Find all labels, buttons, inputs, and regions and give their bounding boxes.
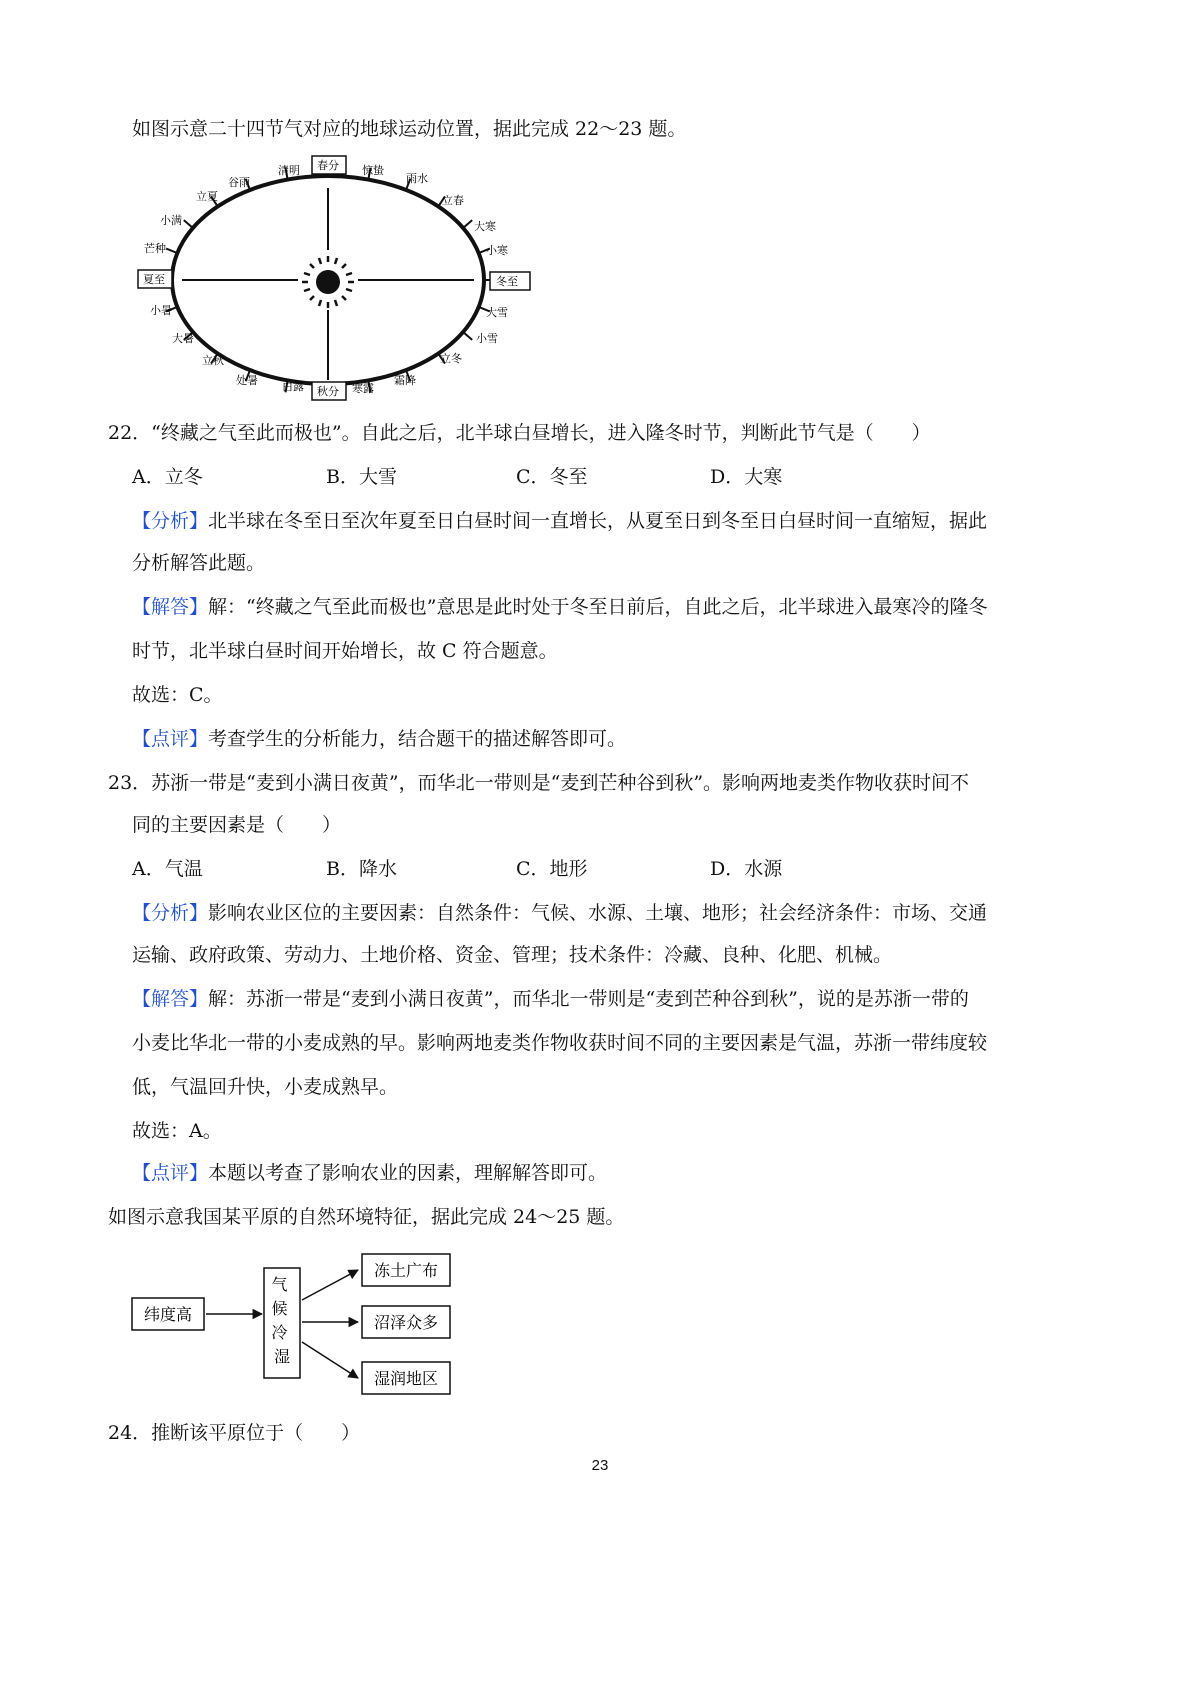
climate-box-label: 气 候 冷 湿 — [271, 1275, 291, 1366]
answer-tag: 【解答】 — [132, 988, 209, 1010]
q23-answer — [132, 986, 969, 1012]
term-label: 谷雨 — [228, 176, 250, 189]
orbit-tick — [463, 220, 472, 228]
intro-text-1: 如图示意二十四节气对应的地球运动位置，据此完成 22～23 题。 — [132, 118, 687, 140]
comment-text: 本题以考查了影响农业的因素，理解解答即可。 — [208, 1162, 608, 1184]
orbit-tick — [184, 220, 193, 228]
swamps-box-label: 沼泽众多 — [373, 1313, 439, 1332]
q24-stem: 24．推断该平原位于（ ） — [108, 1422, 361, 1444]
answer-text: 解：苏浙一带是“麦到小满日夜黄”，而华北一带则是“麦到芒种谷到秋”，说的是苏浙一带的 — [208, 988, 969, 1010]
q22-answer — [132, 594, 987, 620]
term-label: 处暑 — [236, 374, 258, 387]
term-label: 雨水 — [406, 172, 428, 185]
q23-stem: 23．苏浙一带是“麦到小满日夜黄”，而华北一带则是“麦到芒种谷到秋”。影响两地麦类作物收获时间不 — [108, 772, 970, 794]
term-label: 芒种 — [144, 242, 166, 255]
term-label: 霜降 — [394, 374, 416, 387]
q23-comment — [132, 1160, 607, 1186]
analysis-text: 北半球在冬至日至次年夏至日白昼时间一直增长，从夏至日到冬至日白昼时间一直缩短，据此 — [208, 510, 988, 532]
term-label: 立秋 — [202, 354, 224, 367]
solar-terms-orbit-diagram — [130, 152, 570, 402]
latitude-high-box-label: 纬度高 — [143, 1305, 193, 1324]
q22-option-b: B．大雪 — [326, 466, 397, 488]
term-label-boxed: 春分 — [317, 159, 339, 172]
term-label: 大暑 — [172, 332, 194, 345]
q23-answer-cont-2: 低，气温回升快，小麦成熟早。 — [132, 1076, 399, 1098]
q22-answer-cont: 时节，北半球白昼时间开始增长，故 C 符合题意。 — [132, 640, 558, 662]
term-label: 立春 — [442, 194, 464, 207]
comment-text: 考查学生的分析能力，结合题干的描述解答即可。 — [208, 728, 627, 750]
q22-comment — [132, 726, 626, 752]
term-label: 惊蛰 — [362, 164, 384, 177]
analysis-tag: 【分析】 — [132, 510, 209, 532]
comment-tag: 【点评】 — [132, 728, 209, 750]
term-label-boxed: 秋分 — [317, 385, 339, 398]
intro-text-2: 如图示意我国某平原的自然环境特征，据此完成 24～25 题。 — [108, 1206, 625, 1228]
sun-icon — [302, 256, 354, 308]
q22-stem: 22．“终藏之气至此而极也”。自此之后，北半球白昼增长，进入隆冬时节，判断此节气是（ ） — [108, 422, 931, 444]
term-label: 白露 — [282, 380, 304, 393]
term-label: 小雪 — [476, 332, 498, 345]
term-label: 小暑 — [150, 304, 172, 317]
comment-tag: 【点评】 — [132, 1162, 209, 1184]
answer-text: 解：“终藏之气至此而极也”意思是此时处于冬至日前后，自此之后，北半球进入最寒冷的隆冬 — [208, 596, 988, 618]
term-label: 立冬 — [440, 352, 462, 365]
orbit-tick — [166, 249, 177, 253]
term-label: 立夏 — [196, 190, 218, 203]
answer-tag: 【解答】 — [132, 596, 209, 618]
q22-analysis — [132, 508, 987, 534]
q22-option-c: C．冬至 — [516, 466, 588, 488]
term-label: 清明 — [278, 164, 300, 177]
q23-option-c: C．地形 — [516, 858, 588, 880]
q23-analysis — [132, 900, 987, 926]
page-number: 23 — [591, 1457, 609, 1474]
q23-option-b: B．降水 — [326, 858, 397, 880]
q22-option-d: D．大寒 — [710, 466, 783, 488]
orbit-tick — [463, 332, 472, 340]
term-label-boxed: 夏至 — [143, 273, 165, 286]
q22-analysis-cont: 分析解答此题。 — [132, 552, 266, 574]
q23-analysis-cont: 运输、政府政策、劳动力、土地价格、资金、管理；技术条件：冷藏、良种、化肥、机械。 — [132, 944, 893, 966]
term-label-boxed: 冬至 — [496, 275, 518, 288]
term-label: 小满 — [160, 214, 182, 227]
q23-stem-cont: 同的主要因素是（ ） — [132, 814, 342, 836]
analysis-text: 影响农业区位的主要因素：自然条件：气候、水源、土壤、地形；社会经济条件：市场、交通 — [208, 902, 988, 924]
humid-region-box-label: 湿润地区 — [373, 1369, 439, 1388]
q23-answer-cont-1: 小麦比华北一带的小麦成熟的早。影响两地麦类作物收获时间不同的主要因素是气温，苏浙一带纬度较 — [132, 1032, 988, 1054]
analysis-tag: 【分析】 — [132, 902, 209, 924]
term-label: 寒露 — [352, 382, 374, 395]
q22-option-a: A．立冬 — [132, 466, 203, 488]
q22-choice: 故选：C。 — [132, 684, 223, 706]
plain-environment-flow-diagram — [130, 1250, 470, 1400]
q23-option-a: A．气温 — [132, 858, 203, 880]
q23-option-d: D．水源 — [710, 858, 783, 880]
term-label: 小寒 — [486, 244, 508, 257]
q23-choice: 故选：A。 — [132, 1120, 222, 1142]
frozen-soil-box-label: 冻土广布 — [373, 1261, 439, 1280]
term-label: 大雪 — [486, 306, 508, 319]
term-label: 大寒 — [474, 220, 496, 233]
